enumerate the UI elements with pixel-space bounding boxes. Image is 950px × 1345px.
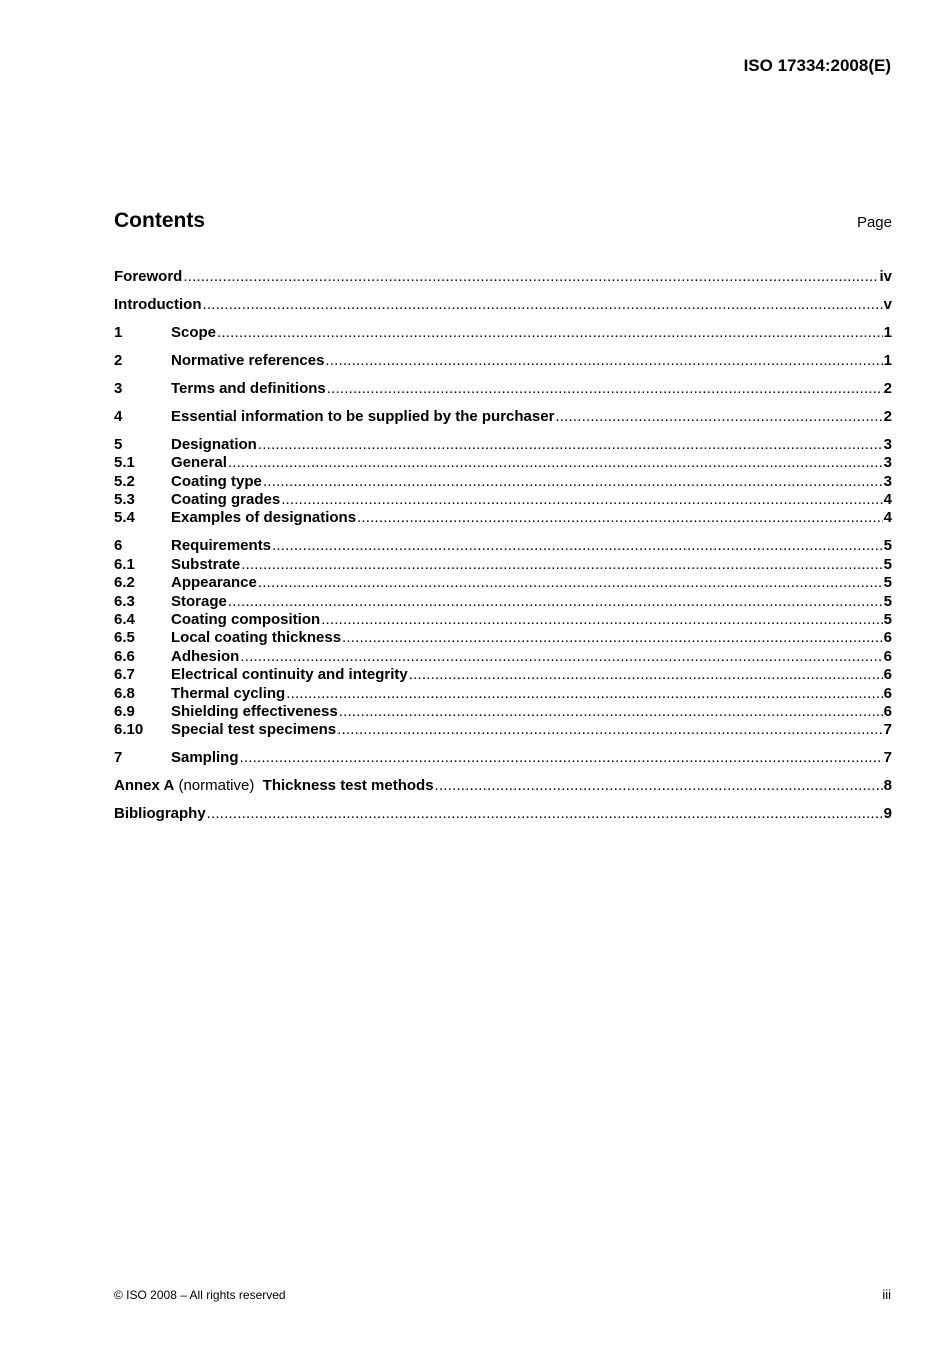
copyright-notice: © ISO 2008 – All rights reserved xyxy=(114,1288,286,1302)
toc-entry-title: General xyxy=(171,454,227,472)
toc-entry-number: 6.2 xyxy=(114,574,135,592)
toc-entry[interactable] xyxy=(114,611,892,629)
toc-entry-page: 2 xyxy=(883,379,892,397)
toc-entry-page: 3 xyxy=(883,472,892,490)
toc-entry[interactable] xyxy=(114,685,892,703)
toc-entry-page: 9 xyxy=(883,805,892,823)
toc-entry-number: 4 xyxy=(114,407,123,425)
contents-title: Contents xyxy=(114,209,205,232)
toc-leader-dots xyxy=(228,454,883,472)
toc-entry-title: Scope xyxy=(171,323,217,341)
toc-entry-page: 5 xyxy=(883,555,892,573)
toc-entry-page: 6 xyxy=(883,684,892,702)
toc-entry[interactable] xyxy=(114,454,892,472)
toc-leader-dots xyxy=(286,685,882,703)
toc-entry[interactable] xyxy=(114,556,892,574)
toc-entry-title: Examples of designations xyxy=(171,509,357,527)
contents-header xyxy=(114,209,892,233)
toc-entry-number: 3 xyxy=(114,379,123,397)
toc-entry-number: 6 xyxy=(114,537,123,555)
toc-leader-dots xyxy=(228,593,883,611)
toc-entry-number: 6.9 xyxy=(114,702,135,720)
toc-leader-dots xyxy=(342,629,883,647)
toc-entry[interactable] xyxy=(114,296,892,314)
toc-entry-page: 6 xyxy=(883,647,892,665)
toc-entry-number: 6.6 xyxy=(114,647,135,665)
toc-entry[interactable] xyxy=(114,721,892,739)
toc-entry-title: Coating type xyxy=(171,472,262,490)
toc-entry-page: 5 xyxy=(883,574,892,592)
toc-entry-title: Requirements xyxy=(171,537,272,555)
toc-entry-number: 6.3 xyxy=(114,592,135,610)
table-of-contents xyxy=(114,268,892,824)
toc-entry-page: 8 xyxy=(883,777,892,795)
page-number: iii xyxy=(882,1287,891,1302)
toc-leader-dots xyxy=(263,473,883,491)
toc-entry-number: 6.8 xyxy=(114,684,135,702)
toc-entry-annex-title: Thickness test methods xyxy=(262,777,434,795)
toc-leader-dots xyxy=(240,749,883,767)
toc-leader-dots xyxy=(409,666,883,684)
toc-entry-title: Thermal cycling xyxy=(171,684,286,702)
toc-entry-number: 7 xyxy=(114,749,123,767)
toc-entry-title: Local coating thickness xyxy=(171,629,342,647)
toc-entry-page: v xyxy=(883,295,892,313)
toc-entry[interactable] xyxy=(114,537,892,555)
toc-entry-title: Introduction xyxy=(114,295,202,313)
toc-entry-number: 5 xyxy=(114,435,123,453)
toc-entry-page: 6 xyxy=(883,702,892,720)
toc-entry-annex-status: (normative) xyxy=(174,777,263,795)
toc-entry-title: Adhesion xyxy=(171,647,240,665)
toc-leader-dots xyxy=(435,777,883,795)
toc-leader-dots xyxy=(339,703,883,721)
toc-entry-page: 5 xyxy=(883,592,892,610)
toc-entry-number: 5.1 xyxy=(114,454,135,472)
toc-leader-dots xyxy=(258,436,883,454)
toc-entry-page: iv xyxy=(879,268,892,285)
toc-entry-title: Bibliography xyxy=(114,805,206,823)
toc-entry-page: 7 xyxy=(883,721,892,739)
toc-entry-title: Special test specimens xyxy=(171,721,337,739)
toc-entry[interactable] xyxy=(114,491,892,509)
toc-entry-title: Shielding effectiveness xyxy=(171,702,338,720)
toc-leader-dots xyxy=(272,537,883,555)
toc-entry-number: 5.2 xyxy=(114,472,135,490)
document-id: ISO 17334:2008(E) xyxy=(743,56,891,75)
toc-entry[interactable] xyxy=(114,268,892,286)
toc-entry-page: 3 xyxy=(883,454,892,472)
toc-entry-page: 1 xyxy=(883,351,892,369)
toc-entry-title: Foreword xyxy=(114,268,183,285)
toc-entry-title: Essential information to be supplied by the purchaser xyxy=(171,407,555,425)
toc-entry-title: Terms and definitions xyxy=(171,379,326,397)
toc-leader-dots xyxy=(202,296,882,314)
toc-entry-title: Normative references xyxy=(171,351,325,369)
toc-leader-dots xyxy=(357,509,883,527)
toc-entry-page: 1 xyxy=(883,323,892,341)
toc-entry-page: 3 xyxy=(883,435,892,453)
toc-entry-title: Substrate xyxy=(171,555,241,573)
toc-entry[interactable] xyxy=(114,593,892,611)
toc-entry-page: 7 xyxy=(883,749,892,767)
toc-entry-title: Designation xyxy=(171,435,257,453)
toc-entry-number: 6.10 xyxy=(114,721,144,739)
toc-entry-page: 4 xyxy=(883,491,892,509)
toc-leader-dots xyxy=(240,648,882,666)
toc-entry-number: 6.5 xyxy=(114,629,135,647)
toc-leader-dots xyxy=(327,380,883,398)
toc-entry[interactable] xyxy=(114,777,892,795)
toc-entry[interactable] xyxy=(114,703,892,721)
toc-leader-dots xyxy=(258,574,883,592)
toc-entry-title-main: Annex A xyxy=(114,777,175,795)
toc-leader-dots xyxy=(217,324,883,342)
toc-entry-number: 6.1 xyxy=(114,555,135,573)
toc-leader-dots xyxy=(207,805,883,823)
toc-entry[interactable] xyxy=(114,436,892,454)
toc-entry-title: Electrical continuity and integrity xyxy=(171,666,408,684)
toc-entry[interactable] xyxy=(114,666,892,684)
toc-entry-page: 5 xyxy=(883,537,892,555)
toc-entry-number: 5.3 xyxy=(114,491,135,509)
toc-entry[interactable] xyxy=(114,352,892,370)
toc-leader-dots xyxy=(555,408,882,426)
toc-entry-title: Appearance xyxy=(171,574,257,592)
toc-entry[interactable] xyxy=(114,509,892,527)
toc-entry-number: 5.4 xyxy=(114,509,135,527)
toc-entry-title: Storage xyxy=(171,592,227,610)
toc-entry[interactable] xyxy=(114,324,892,342)
toc-entry-number: 1 xyxy=(114,323,123,341)
toc-entry-page: 5 xyxy=(883,611,892,629)
toc-leader-dots xyxy=(183,268,878,286)
page-column-label: Page xyxy=(856,214,892,231)
toc-leader-dots xyxy=(321,611,882,629)
toc-entry[interactable] xyxy=(114,408,892,426)
toc-entry-title: Coating composition xyxy=(171,611,321,629)
toc-entry-page: 6 xyxy=(883,666,892,684)
toc-entry[interactable] xyxy=(114,749,892,767)
toc-leader-dots xyxy=(281,491,882,509)
toc-entry-title: Sampling xyxy=(171,749,239,767)
toc-entry-title xyxy=(114,777,434,795)
toc-leader-dots xyxy=(337,721,883,739)
toc-entry-title: Coating grades xyxy=(171,491,281,509)
toc-entry-number: 6.7 xyxy=(114,666,135,684)
toc-entry-number: 6.4 xyxy=(114,611,135,629)
toc-entry[interactable] xyxy=(114,805,892,823)
toc-entry-page: 4 xyxy=(883,509,892,527)
toc-entry[interactable] xyxy=(114,473,892,491)
toc-leader-dots xyxy=(325,352,882,370)
toc-entry-number: 2 xyxy=(114,351,123,369)
toc-entry[interactable] xyxy=(114,648,892,666)
toc-entry[interactable] xyxy=(114,574,892,592)
toc-entry[interactable] xyxy=(114,380,892,398)
toc-leader-dots xyxy=(241,556,882,574)
toc-entry[interactable] xyxy=(114,629,892,647)
toc-entry-page: 6 xyxy=(883,629,892,647)
toc-entry-page: 2 xyxy=(883,407,892,425)
